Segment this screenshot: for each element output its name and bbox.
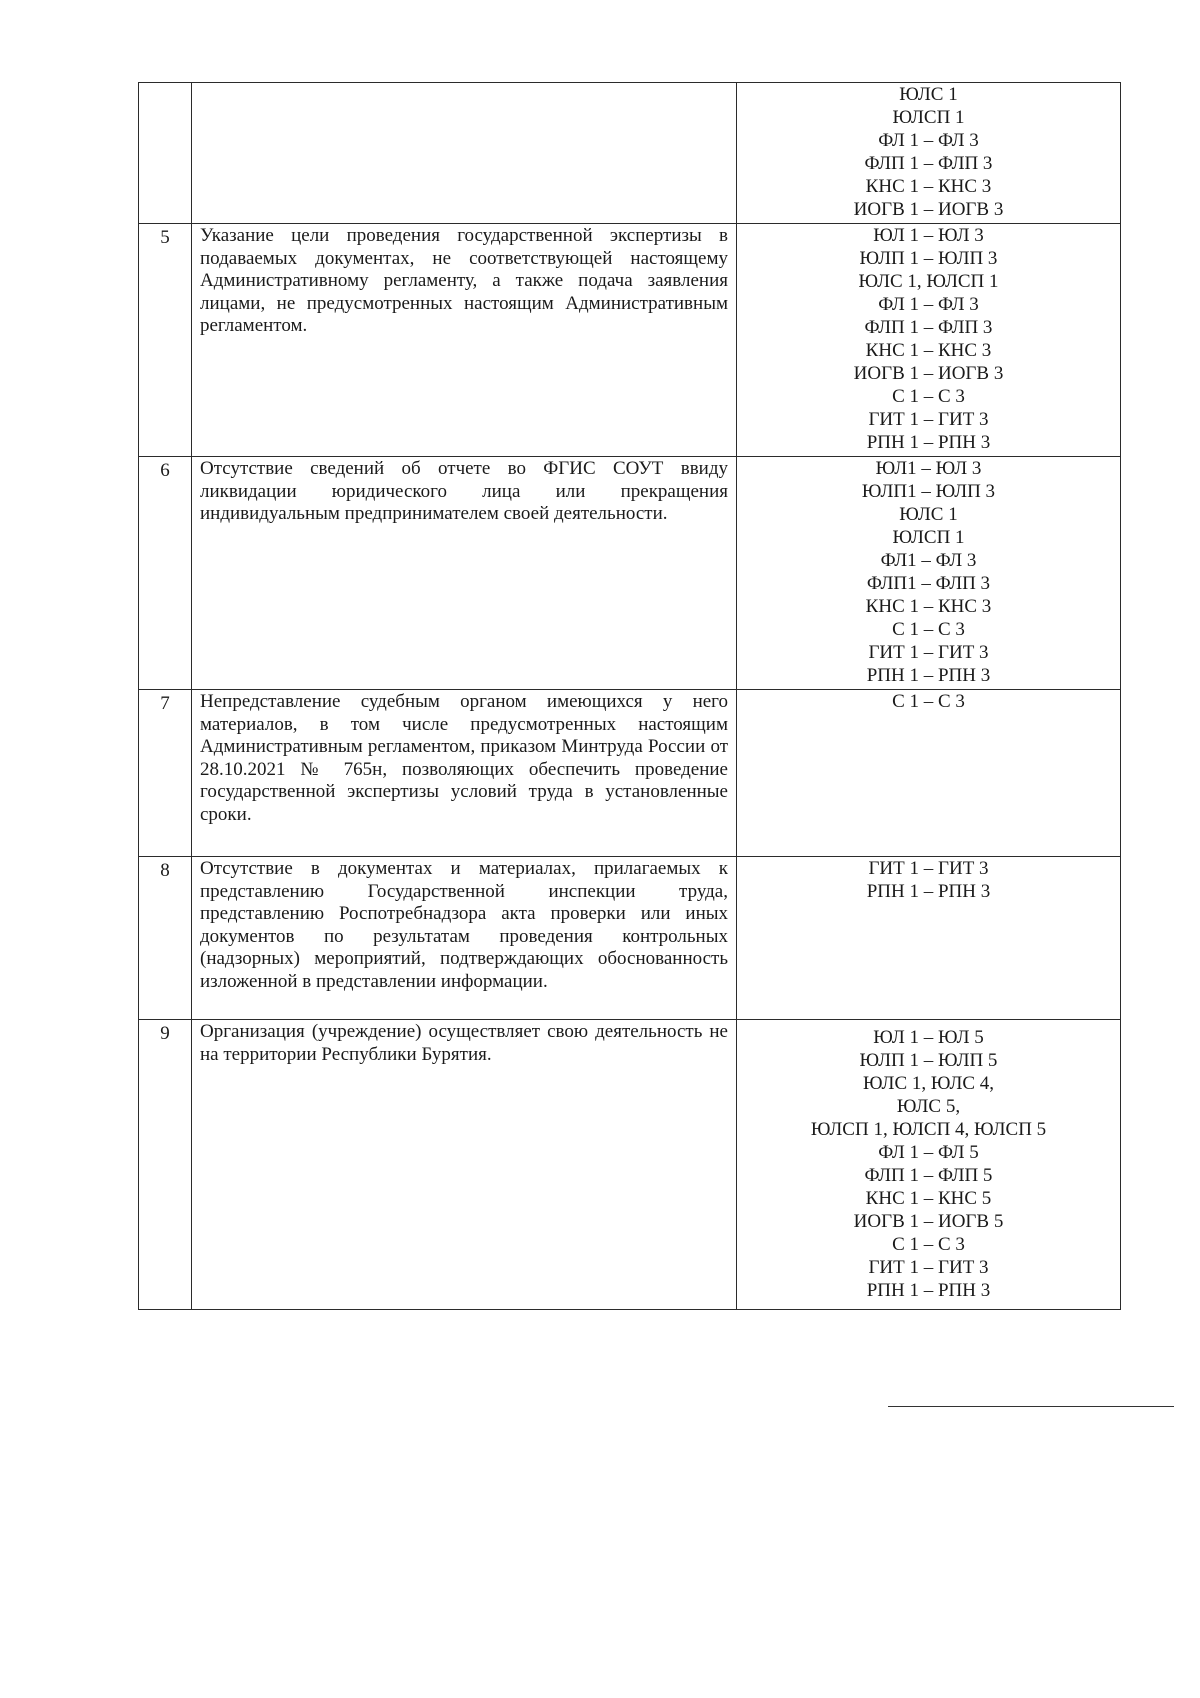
table-row — [139, 857, 1121, 1020]
code-line: ФЛП1 – ФЛП 3 — [866, 573, 991, 594]
code-line: ГИТ 1 – ГИТ 3 — [868, 409, 989, 430]
code-line: ЮЛС 1 — [899, 84, 958, 105]
code-line: ЮЛСП 1, ЮЛСП 4, ЮЛСП 5 — [810, 1119, 1047, 1140]
row-number: 9 — [139, 1020, 192, 1310]
code-line: ГИТ 1 – ГИТ 3 — [868, 858, 989, 879]
code-line: КНС 1 – КНС 3 — [865, 596, 992, 617]
code-line: ЮЛ 1 – ЮЛ 3 — [873, 225, 984, 246]
row-number — [139, 83, 192, 224]
code-line: ФЛП 1 – ФЛП 3 — [864, 153, 993, 174]
table-row — [139, 83, 1121, 224]
row-description — [192, 690, 737, 857]
code-line: ГИТ 1 – ГИТ 3 — [868, 1257, 989, 1278]
code-line: ЮЛ1 – ЮЛ 3 — [875, 458, 982, 479]
row-codes — [737, 457, 1121, 690]
code-line: ЮЛ 1 – ЮЛ 5 — [873, 1027, 984, 1048]
code-line: С 1 – С 3 — [892, 1234, 965, 1255]
code-line: ЮЛП 1 – ЮЛП 3 — [859, 248, 998, 269]
code-line: С 1 – С 3 — [892, 691, 965, 712]
row-codes — [737, 1020, 1121, 1310]
row-codes — [737, 857, 1121, 1020]
footer-rule — [888, 1406, 1174, 1407]
row-description — [192, 857, 737, 1020]
description-text: Указание цели проведения государственной экспертизы в подаваемых документах, не соответствующей настоящему Административному регламенту, а также подача заявления лицами, не предусмотренных настоящим Административным регламентом. — [200, 225, 728, 337]
table-row — [139, 690, 1121, 857]
table-row — [139, 457, 1121, 690]
code-line: РПН 1 – РПН 3 — [866, 1280, 991, 1301]
table-body — [139, 83, 1121, 1310]
code-line: ФЛ1 – ФЛ 3 — [880, 550, 977, 571]
code-line: ЮЛС 1, ЮЛС 4, — [862, 1073, 995, 1094]
code-line: ЮЛС 5, — [896, 1096, 961, 1117]
code-line: ЮЛС 1, ЮЛСП 1 — [858, 271, 999, 292]
row-codes — [737, 690, 1121, 857]
code-line: ФЛ 1 – ФЛ 3 — [878, 130, 979, 151]
code-line: ИОГВ 1 – ИОГВ 5 — [853, 1211, 1004, 1232]
code-line: ЮЛП 1 – ЮЛП 5 — [859, 1050, 998, 1071]
code-line: РПН 1 – РПН 3 — [866, 665, 991, 686]
code-line: ЮЛС 1 — [899, 504, 958, 525]
code-line: ФЛП 1 – ФЛП 5 — [864, 1165, 993, 1186]
description-text: Отсутствие в документах и материалах, прилагаемых к представлению Государственной инспекции труда, представлению Роспотребнадзора акта проверки или иных документов по результатам проведения контрольных (надзорных) мероприятий, подтверждающих обоснованность изложенной в представлении информации. — [200, 858, 728, 992]
row-codes — [737, 224, 1121, 457]
row-number: 7 — [139, 690, 192, 857]
code-line: С 1 – С 3 — [892, 386, 965, 407]
grounds-table — [138, 82, 1121, 1310]
code-line: КНС 1 – КНС 3 — [865, 176, 992, 197]
row-number: 6 — [139, 457, 192, 690]
code-line: КНС 1 – КНС 3 — [865, 340, 992, 361]
code-line: ФЛ 1 – ФЛ 3 — [878, 294, 979, 315]
code-line: ГИТ 1 – ГИТ 3 — [868, 642, 989, 663]
code-line: РПН 1 – РПН 3 — [866, 881, 991, 902]
code-line: ФЛ 1 – ФЛ 5 — [878, 1142, 979, 1163]
table-row — [139, 224, 1121, 457]
row-codes — [737, 83, 1121, 224]
row-number: 8 — [139, 857, 192, 1020]
code-line: ЮЛСП 1 — [892, 527, 965, 548]
code-line: РПН 1 – РПН 3 — [866, 432, 991, 453]
code-line: ЮЛП1 – ЮЛП 3 — [861, 481, 996, 502]
description-text: Непредставление судебным органом имеющихся у него материалов, в том числе предусмотренных настоящим Административным регламентом, приказом Минтруда России от 28.10.2021 № 765н, позволяющих обеспечить проведение государственной экспертизы условий труда в установленные сроки. — [200, 691, 728, 825]
description-text: Организация (учреждение) осуществляет свою деятельность не на территории Республики Бурятия. — [200, 1021, 728, 1065]
row-number: 5 — [139, 224, 192, 457]
code-line: С 1 – С 3 — [892, 619, 965, 640]
code-line: КНС 1 – КНС 5 — [865, 1188, 992, 1209]
row-description — [192, 83, 737, 224]
code-line: ЮЛСП 1 — [892, 107, 965, 128]
code-line: ИОГВ 1 – ИОГВ 3 — [853, 363, 1004, 384]
code-line: ФЛП 1 – ФЛП 3 — [864, 317, 993, 338]
row-description — [192, 224, 737, 457]
description-text: Отсутствие сведений об отчете во ФГИС СОУТ ввиду ликвидации юридического лица или прекращения индивидуальным предпринимателем своей деятельности. — [200, 458, 728, 525]
row-description — [192, 457, 737, 690]
table-row — [139, 1020, 1121, 1310]
row-description — [192, 1020, 737, 1310]
code-line: ИОГВ 1 – ИОГВ 3 — [853, 199, 1004, 220]
